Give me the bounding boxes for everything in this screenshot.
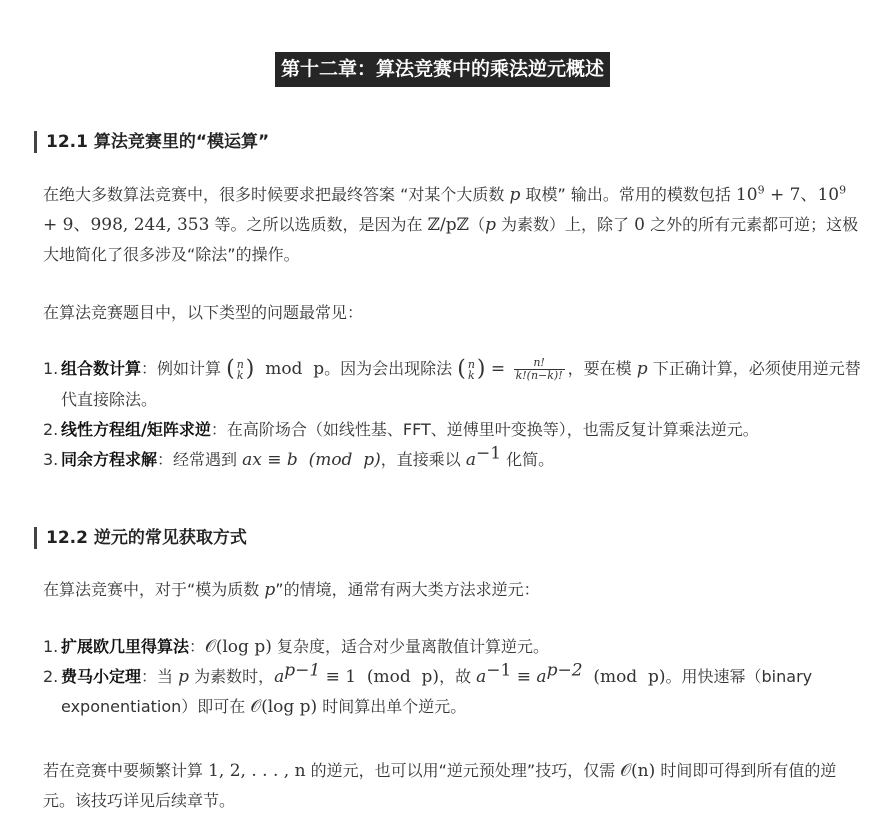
list-item: 1. 组合数计算：例如计算 ( n k ) mod p。因为会出现除法 ( n k ) = $\frac{n!}{k!(n-k)!}$ ，要在模 p 下正确计算，必须使用逆元替代直接除法。: [43, 356, 861, 409]
section-heading-12-2: 12.2 逆元的常见获取方式: [34, 527, 247, 549]
section1-list: [43, 354, 865, 475]
section1-paragraph-2: 在算法竞赛题目中，以下类型的问题最常见：: [43, 303, 364, 322]
list-item: 2. 线性方程组/矩阵求逆：在高阶场合（如线性基、FFT、逆傅里叶变换等），也需反复计算乘法逆元。: [43, 419, 759, 439]
section2-paragraph-1: 在算法竞赛中，对于“模为质数 p”的情境，通常有两大类方法求逆元：: [43, 580, 540, 600]
list-item: 3. 同余方程求解：经常遇到 ax ≡ b (mod p)，直接乘以 $a^{-1}$ 化简。: [43, 443, 555, 470]
section2-paragraph-2: 若在竞赛中要频繁计算 1, 2, . . . , n 的逆元，也可以用“逆元预处理”技巧，仅需 𝒪(n) 时间即可得到所有值的逆元。该技巧详见后续章节。: [43, 761, 837, 810]
chapter-title: 第十二章：算法竞赛中的乘法逆元概述: [275, 52, 610, 87]
section2-list: [43, 632, 865, 722]
section-heading-12-1: 12.1 算法竞赛里的“模运算”: [34, 131, 269, 153]
list-item: 2. 费马小定理：当 p 为素数时，$a^{p-1} \equiv 1$ (mod p)，故 $a^{-1} \equiv a^{p-2}$ (mod p)。用快速幂（binary exponentiation）即可在 𝒪(log p) 时间算出单个逆元。: [43, 660, 813, 717]
section1-paragraph-1: 在绝大多数算法竞赛中，很多时候要求把最终答案 “对某个大质数 p 取模” 输出。常用的模数包括 $10^9 + 7$、$10^9 + 9$、998, 244, 353 等。之所以选质数，是因为在 ℤ/pℤ（p 为素数）上，除了 0 之外的所有元素都可逆；这极大地简化了很多涉及“除法”的操作。: [43, 183, 859, 264]
title-wrap: [0, 52, 885, 87]
list-item: 1. 扩展欧几里得算法：𝒪(log p) 复杂度，适合对少量离散值计算逆元。: [43, 637, 549, 657]
